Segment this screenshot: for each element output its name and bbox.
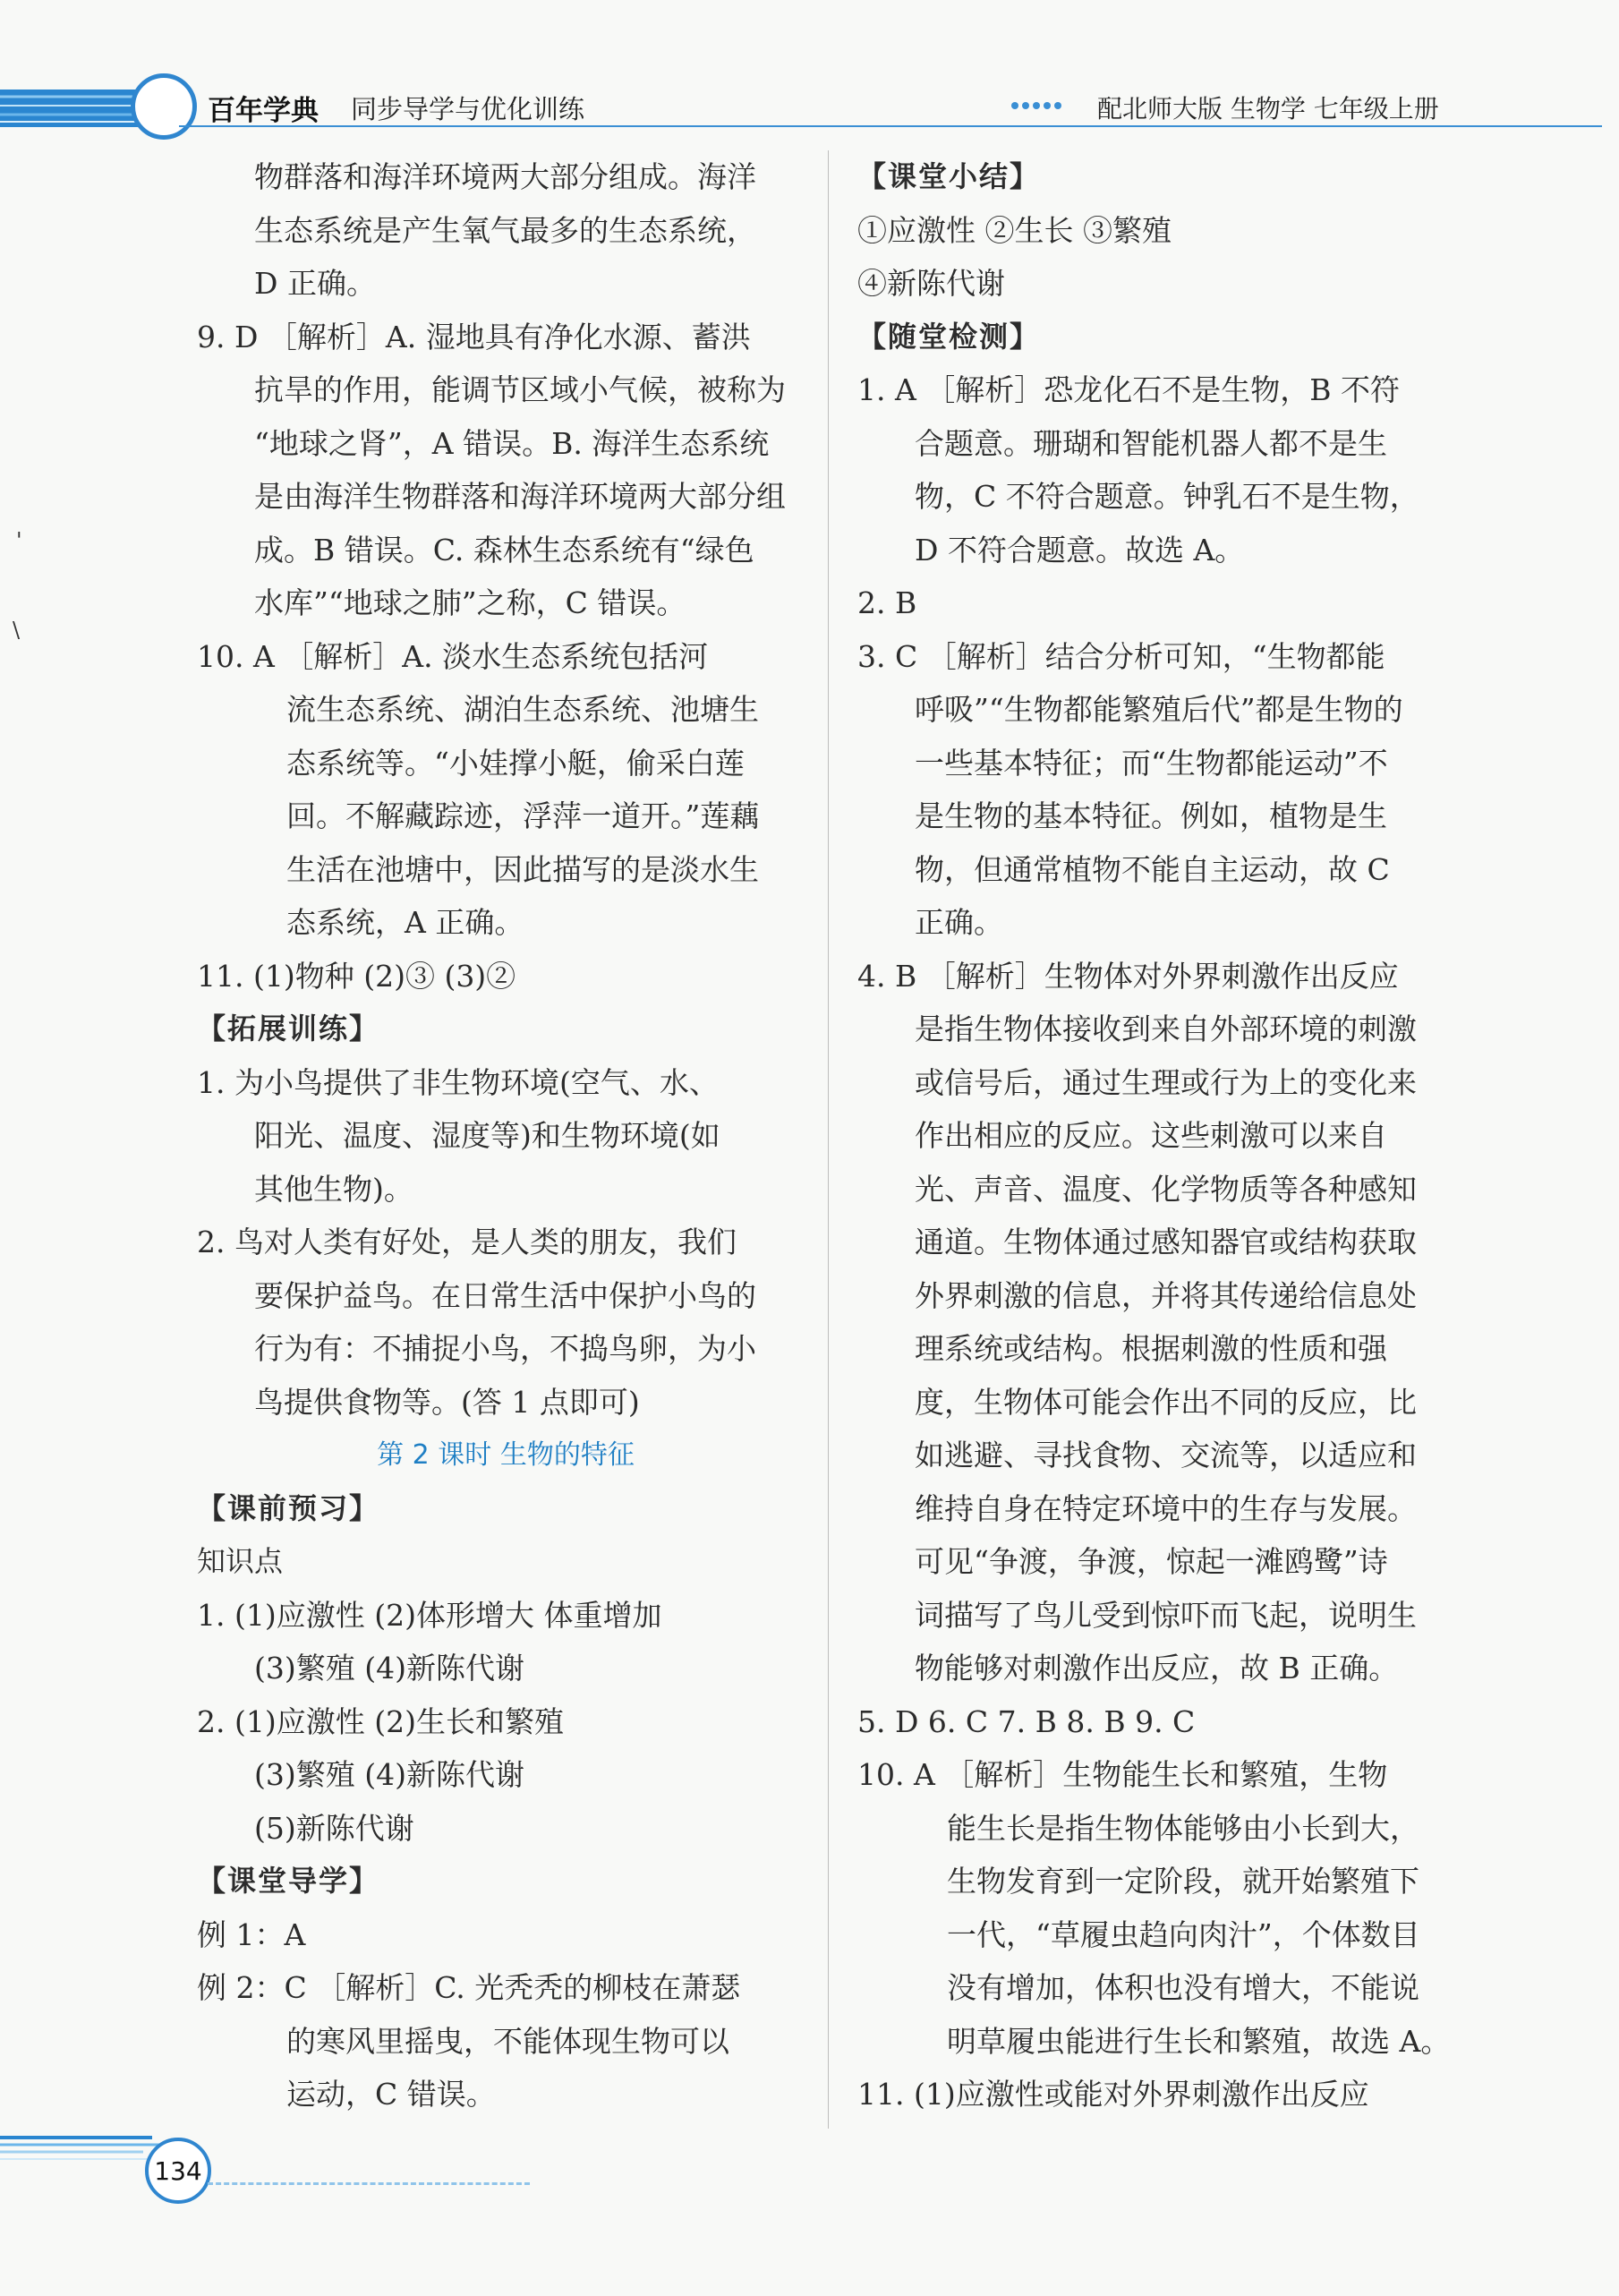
book-subtitle: 同步导学与优化训练 [351, 94, 585, 124]
text-line: 作出相应的反应。这些刺激可以来自 [915, 1118, 1387, 1153]
left-column [197, 150, 814, 2121]
subheading-label: 知识点 [197, 1544, 284, 1578]
section-heading: 【拓展训练】 [197, 1011, 380, 1046]
text-line: 1. A ［解析］恐龙化石不是生物，B 不符 [857, 372, 1401, 407]
text-line: 水库”“地球之肺”之称，C 错误。 [254, 585, 686, 620]
text-line: ①应激性 ②生长 ③繁殖 [857, 212, 1172, 248]
section-heading: 【课前预习】 [197, 1490, 380, 1525]
text-line: 2. (1)应激性 (2)生长和繁殖 [197, 1703, 564, 1739]
text-line: 阳光、温度、湿度等)和生物环境(如 [254, 1118, 720, 1153]
text-line: 可见“争渡，争渡，惊起一滩鸥鹭”诗 [915, 1544, 1388, 1579]
text-line: 例 1：A [197, 1916, 306, 1952]
text-line: 11. (1)物种 (2)③ (3)② [197, 958, 516, 994]
section-heading: 【课堂导学】 [197, 1864, 380, 1898]
text-line: 一代，“草履虫趋向肉汁”，个体数目 [947, 1916, 1420, 1952]
text-line: 运动，C 错误。 [286, 2077, 496, 2112]
brand-title: 百年学典 [208, 95, 319, 127]
text-line: 或信号后，通过生理或行为上的变化来 [915, 1064, 1417, 1100]
text-line: 物群落和海洋环境两大部分组成。海洋 [254, 159, 756, 194]
text-line: 流生态系统、湖泊生态系统、池塘生 [286, 692, 759, 727]
text-line: 能生长是指生物体能够由小长到大， [947, 1810, 1419, 1846]
text-line: 5. D 6. C 7. B 8. B 9. C [857, 1703, 1196, 1739]
footer-dashed-rule [208, 2182, 530, 2185]
text-line: 词描写了鸟儿受到惊吓而飞起，说明生 [915, 1597, 1417, 1633]
text-line: 1. (1)应激性 (2)体形增大 体重增加 [197, 1597, 662, 1633]
text-line: 10. A ［解析］生物能生长和繁殖，生物 [857, 1757, 1388, 1792]
text-line: 没有增加，体积也没有增大，不能说 [947, 1970, 1419, 2005]
text-line: 态系统等。“小娃撑小艇，偷采白莲 [286, 745, 745, 781]
text-line: D 不符合题意。故选 A。 [915, 532, 1245, 568]
margin-mark: ' [16, 528, 22, 553]
text-line: 生活在池塘中，因此描写的是淡水生 [286, 851, 759, 887]
text-line: 1. 为小鸟提供了非生物环境(空气、水、 [197, 1064, 719, 1100]
text-line: 度，生物体可能会作出不同的反应，比 [915, 1384, 1417, 1420]
text-line: 态系统，A 正确。 [286, 905, 524, 940]
text-line: 回。不解藏踪迹，浮萍一道开。”莲藕 [286, 798, 760, 833]
text-line: 物能够对刺激作出反应，故 B 正确。 [915, 1651, 1399, 1686]
text-line: 通道。生物体通过感知器官或结构获取 [915, 1225, 1417, 1259]
margin-mark: \ [13, 618, 21, 643]
text-line: 是由海洋生物群落和海洋环境两大部分组 [254, 479, 786, 514]
text-line: 11. (1)应激性或能对外界刺激作出反应 [857, 2077, 1369, 2112]
section-heading: 【课堂小结】 [857, 159, 1041, 193]
header-dots-decoration [1011, 102, 1061, 109]
text-line: 理系统或结构。根据刺激的性质和强 [915, 1331, 1387, 1366]
text-line: 4. B ［解析］生物体对外界刺激作出反应 [857, 958, 1399, 994]
text-line: 如逃避、寻找食物、交流等，以适应和 [915, 1438, 1417, 1472]
section-heading: 【随堂检测】 [857, 319, 1041, 354]
text-line: (3)繁殖 (4)新陈代谢 [254, 1651, 524, 1686]
text-line: 维持自身在特定环境中的生存与发展。 [915, 1490, 1417, 1526]
lesson-title: 第 2 课时 生物的特征 [377, 1439, 635, 1471]
text-line: 是指生物体接收到来自外部环境的刺激 [915, 1011, 1417, 1046]
text-line: 3. C ［解析］结合分析可知，“生物都能 [857, 638, 1385, 674]
text-line: 合题意。珊瑚和智能机器人都不是生 [915, 425, 1387, 461]
text-line: 要保护益鸟。在日常生活中保护小鸟的 [254, 1277, 756, 1313]
text-line: 生物发育到一定阶段，就开始繁殖下 [947, 1864, 1419, 1899]
text-line: 一些基本特征；而“生物都能运动”不 [915, 745, 1388, 781]
text-line: D 正确。 [254, 266, 376, 301]
text-line: 2. B [857, 585, 917, 620]
text-line: ④新陈代谢 [857, 266, 1005, 301]
text-line: 物，C 不符合题意。钟乳石不是生物， [915, 479, 1419, 514]
page-number: 134 [145, 2138, 211, 2204]
text-line: 明草履虫能进行生长和繁殖，故选 A。 [947, 2023, 1451, 2059]
text-line: 鸟提供食物等。(答 1 点即可) [254, 1384, 640, 1420]
text-line: 呼吸”“生物都能繁殖后代”都是生物的 [915, 692, 1403, 727]
text-line: 物，但通常植物不能自主运动，故 C [915, 851, 1390, 887]
right-column [857, 150, 1466, 2121]
header-circle-decoration [131, 73, 197, 140]
text-line: (3)繁殖 (4)新陈代谢 [254, 1757, 524, 1792]
text-line: “地球之肾”，A 错误。B. 海洋生态系统 [254, 425, 770, 461]
text-line: 例 2：C ［解析］C. 光秃秃的柳枝在萧瑟 [197, 1970, 741, 2005]
text-line: 其他生物)。 [254, 1171, 413, 1207]
text-line: 9. D ［解析］A. 湿地具有净化水源、蓄洪 [197, 319, 751, 354]
text-line: 的寒风里摇曳，不能体现生物可以 [286, 2023, 729, 2059]
text-line: 10. A ［解析］A. 淡水生态系统包括河 [197, 638, 709, 674]
text-line: 2. 鸟对人类有好处，是人类的朋友，我们 [197, 1225, 737, 1259]
text-line: 生态系统是产生氧气最多的生态系统， [254, 212, 756, 248]
page-header [0, 0, 1619, 143]
text-line: 正确。 [915, 905, 1003, 940]
text-line: 外界刺激的信息，并将其传递给信息处 [915, 1277, 1417, 1313]
column-divider [828, 150, 829, 2129]
text-line: (5)新陈代谢 [254, 1810, 414, 1846]
text-line: 抗旱的作用，能调节区域小气候，被称为 [254, 372, 786, 407]
edition-info: 配北师大版 生物学 七年级上册 [1097, 94, 1439, 124]
text-line: 是生物的基本特征。例如，植物是生 [915, 798, 1387, 833]
text-line: 行为有：不捕捉小鸟，不捣鸟卵，为小 [254, 1331, 756, 1366]
text-line: 成。B 错误。C. 森林生态系统有“绿色 [254, 532, 754, 568]
text-line: 光、声音、温度、化学物质等各种感知 [915, 1171, 1417, 1207]
